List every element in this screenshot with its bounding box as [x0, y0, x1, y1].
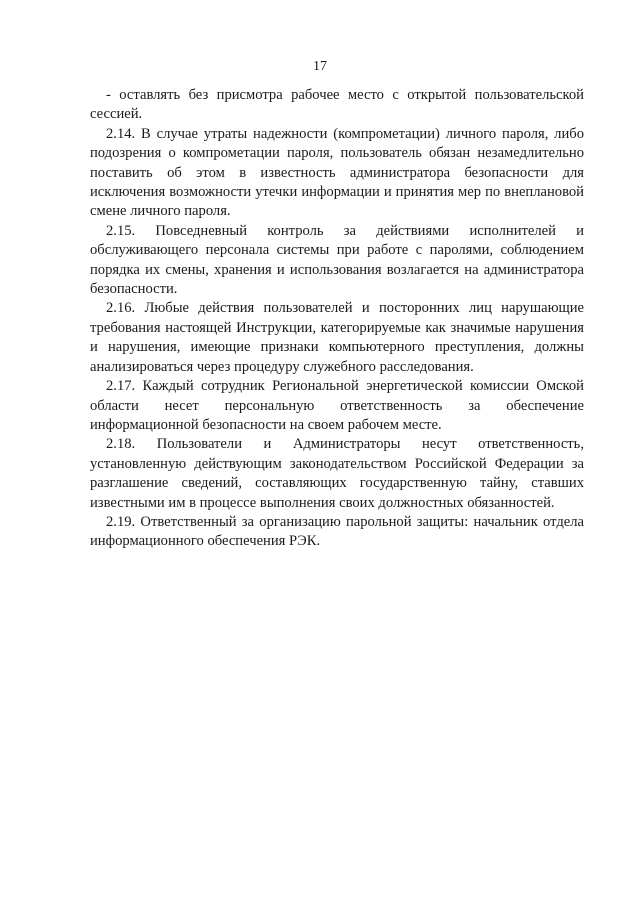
- document-body: [90, 86, 584, 552]
- paragraph-2-14: 2.14. В случае утраты надежности (компрометации) личного пароля, либо подозрения о компрометации пароля, пользователь обязан незамедлительно поставить об этом в известность администратора безопасности для исключения возможности утечки информации и принятия мер по внеплановой смене личного пароля.: [90, 125, 584, 220]
- paragraph-session-item: - оставлять без присмотра рабочее место с открытой пользовательской сессией.: [90, 87, 584, 123]
- paragraph-2-16: 2.16. Любые действия пользователей и посторонних лиц нарушающие требования настоящей Инструкции, категорируемые как значимые нарушения и нарушения, имеющие признаки компьютерного преступления, должны анализироваться через процедуру служебного расследования.: [90, 300, 584, 375]
- paragraph-2-15: 2.15. Повседневный контроль за действиями исполнителей и обслуживающего персонала системы при работе с паролями, соблюдением порядка их смены, хранения и использования возлагается на администратора безопасности.: [90, 222, 584, 298]
- page-number: 17: [313, 59, 327, 74]
- paragraph-2-18: 2.18. Пользователи и Администраторы несут ответственность, установленную действующим законодательством Российской Федерации за разглашение сведений, составляющих государственную тайну, ставших известными им в процессе выполнения своих должностных обязанностей.: [90, 436, 584, 511]
- paragraph-2-17: 2.17. Каждый сотрудник Региональной энергетической комиссии Омской области несет персональную ответственность за обеспечение информационной безопасности на своем рабочем месте.: [90, 378, 584, 433]
- paragraph-2-19: 2.19. Ответственный за организацию парольной защиты: начальник отдела информационного обеспечения РЭК.: [90, 513, 584, 550]
